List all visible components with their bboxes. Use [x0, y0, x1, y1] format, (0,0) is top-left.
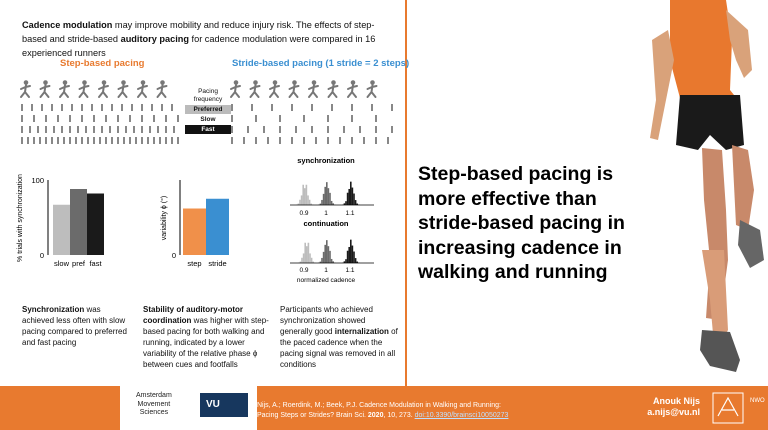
runner-figure: [80, 80, 89, 97]
hist-bin: [350, 182, 352, 205]
hist-bin: [304, 188, 306, 205]
p3-text-1: Participants who achieved synchronization showed generally good: [280, 305, 373, 336]
hist-title-cont: continuation: [303, 219, 349, 228]
runner-figure: [21, 80, 30, 97]
paragraph-stability: [143, 304, 271, 370]
hist-xlabel: normalized cadence: [296, 277, 356, 284]
hist-bin: [329, 193, 331, 205]
hist-bin: [347, 193, 349, 205]
sync-ymax: 100: [31, 176, 44, 185]
author-email[interactable]: a.nijs@vu.nl: [647, 407, 700, 417]
intro-bold-2: auditory pacing: [120, 34, 189, 44]
paragraph-internalization: [280, 304, 400, 370]
nwo-logo: NWO: [750, 398, 765, 404]
runner-figure: [41, 80, 50, 97]
freq-fast: Fast: [185, 125, 231, 134]
step-ticks: [22, 104, 178, 144]
hist-bin: [345, 201, 347, 205]
sync-bar-chart: [8, 170, 128, 275]
hist-bin: [306, 185, 308, 205]
university-seal-icon: [712, 392, 746, 424]
runner-figure: [99, 80, 108, 97]
ams-line-1: Amsterdam: [136, 392, 172, 399]
hist-bin: [301, 258, 303, 263]
reference-citation: [257, 401, 508, 421]
runner-figure: [158, 80, 167, 97]
ref-line-2a: Pacing Steps or Strides? Brain Sci.: [257, 412, 368, 419]
runner-figure: [138, 80, 147, 97]
category-label-step: step: [187, 259, 202, 268]
hist-bin: [348, 189, 350, 205]
hist-tick-3: 1.1: [345, 210, 355, 217]
hist-bin: [304, 243, 306, 263]
hist-bin: [308, 243, 310, 263]
runner-figure: [329, 80, 338, 97]
hist-title-sync: synchronization: [297, 156, 355, 165]
hist-tick-4: 0.9: [299, 267, 309, 274]
bar-pref: [70, 189, 87, 255]
intro-text-1: may improve mobility and reduce injury risk. The effects of step-based and stride-based: [22, 20, 375, 44]
headline-conclusion: Step-based pacing is more effective than stride-based pacing in increasing cadence in walking and running: [418, 163, 625, 283]
hist-bin: [309, 200, 311, 205]
runner-figure: [60, 80, 69, 97]
stride-ticks: [232, 104, 392, 144]
cadence-histograms: [284, 155, 384, 285]
hist-bin: [331, 259, 333, 263]
hist-continuation: [298, 240, 360, 263]
hist-bin: [326, 240, 328, 263]
doi-link[interactable]: doi:10.3390/brainsci10050273: [414, 412, 509, 419]
hist-bin: [345, 259, 347, 263]
hist-bin: [321, 200, 323, 205]
hist-bin: [306, 246, 308, 263]
author-name: Anouk Nijs: [652, 396, 700, 406]
hist-bin: [352, 246, 354, 263]
hist-bin: [328, 246, 330, 263]
hist-bin: [326, 182, 328, 205]
hist-bin: [307, 195, 309, 205]
stride-runners: [231, 80, 377, 97]
bar-fast: [87, 194, 104, 256]
category-label-pref: pref: [72, 259, 85, 268]
sync-ymin: 0: [39, 251, 44, 260]
ref-year: 2020: [367, 412, 384, 419]
p2-text: was higher with step-based pacing for both walking and running, indicated by a lower variability of the relative phase ϕ between cues and footfalls: [143, 316, 269, 369]
hist-bin: [311, 258, 313, 263]
runner-figure: [270, 80, 279, 97]
ref-line-2b: , 10, 273.: [383, 412, 415, 419]
hist-tick-1: 0.9: [299, 210, 309, 217]
sync-ylabel: % trials with synchronization: [17, 174, 24, 262]
freq-slow: Slow: [185, 115, 231, 124]
hist-bin: [302, 185, 304, 205]
hist-bin: [353, 194, 355, 205]
ams-line-3: Sciences: [139, 409, 169, 416]
stride-pacing-label: Stride-based pacing (1 stride = 2 steps): [232, 58, 410, 69]
vu-logo-text: VU: [206, 399, 220, 410]
variability-bar-chart: [150, 170, 255, 275]
hist-bin: [331, 201, 333, 205]
freq-title-2: frequency: [193, 96, 223, 103]
var-ylabel: variability ϕ (°): [161, 195, 168, 241]
hist-bin: [321, 258, 323, 263]
pacing-frequency-legend: [180, 88, 236, 134]
hist-bin: [328, 188, 330, 205]
step-runners: [21, 80, 167, 97]
p3-text-2: of the paced cadence when the pacing signal was removed in all conditions: [280, 327, 398, 369]
author-info: [590, 396, 700, 418]
hist-tick-6: 1.1: [345, 267, 355, 274]
runner-figure: [290, 80, 299, 97]
intro-text-2: for cadence modulation were compared in 16 experienced runners: [22, 34, 376, 58]
p1-text: was achieved less often with slow pacing compared to preferred and fast pacing: [22, 305, 127, 347]
ref-line-1: Nijs, A.; Roerdink, M.; Beek, P.J. Cadence Modulation in Walking and Running:: [257, 402, 501, 409]
freq-preferred: Preferred: [185, 105, 231, 114]
hist-tick-2: 1: [324, 210, 328, 217]
hist-bin: [324, 245, 326, 263]
category-label-fast: fast: [89, 259, 102, 268]
paragraph-synchronization: [22, 304, 134, 348]
p2-bold: Stability of auditory-motor coordination: [143, 305, 243, 325]
hist-tick-5: 1: [324, 267, 328, 274]
hist-bin: [324, 187, 326, 205]
hist-bin: [329, 251, 331, 263]
hist-bin: [309, 253, 311, 263]
hist-bin: [323, 194, 325, 205]
p3-bold: internalization: [334, 327, 389, 336]
bar-slow: [53, 205, 70, 255]
hist-bin: [352, 188, 354, 205]
hist-bin: [350, 240, 352, 263]
hist-bin: [355, 258, 357, 263]
runner-figure: [251, 80, 260, 97]
step-pacing-label: Step-based pacing: [60, 58, 145, 69]
p1-bold: Synchronization: [22, 305, 85, 314]
var-ymin: 0: [171, 251, 176, 260]
ams-logo-text: [136, 392, 172, 418]
hist-bin: [301, 195, 303, 205]
hist-bin: [355, 200, 357, 205]
hist-sync: [296, 182, 360, 205]
runner-figure: [368, 80, 377, 97]
hist-bin: [348, 247, 350, 263]
intro-text: [22, 18, 397, 60]
bar-step: [183, 209, 206, 256]
category-label-slow: slow: [53, 259, 70, 268]
intro-bold-1: Cadence modulation: [22, 20, 113, 30]
hist-bin: [299, 200, 301, 205]
category-label-stride: stride: [208, 259, 227, 268]
runner-figure: [119, 80, 128, 97]
bar-stride: [206, 199, 229, 255]
runner-figure: [309, 80, 318, 97]
hist-bin: [323, 252, 325, 263]
ams-line-2: Movement: [137, 400, 171, 408]
freq-title-1: Pacing: [198, 88, 218, 95]
hist-bin: [347, 251, 349, 263]
runner-figure: [348, 80, 357, 97]
vu-logo: [200, 393, 248, 417]
ref-line-2: [257, 411, 508, 421]
runner-illustration: [640, 0, 768, 386]
hist-bin: [303, 253, 305, 263]
hist-bin: [353, 252, 355, 263]
